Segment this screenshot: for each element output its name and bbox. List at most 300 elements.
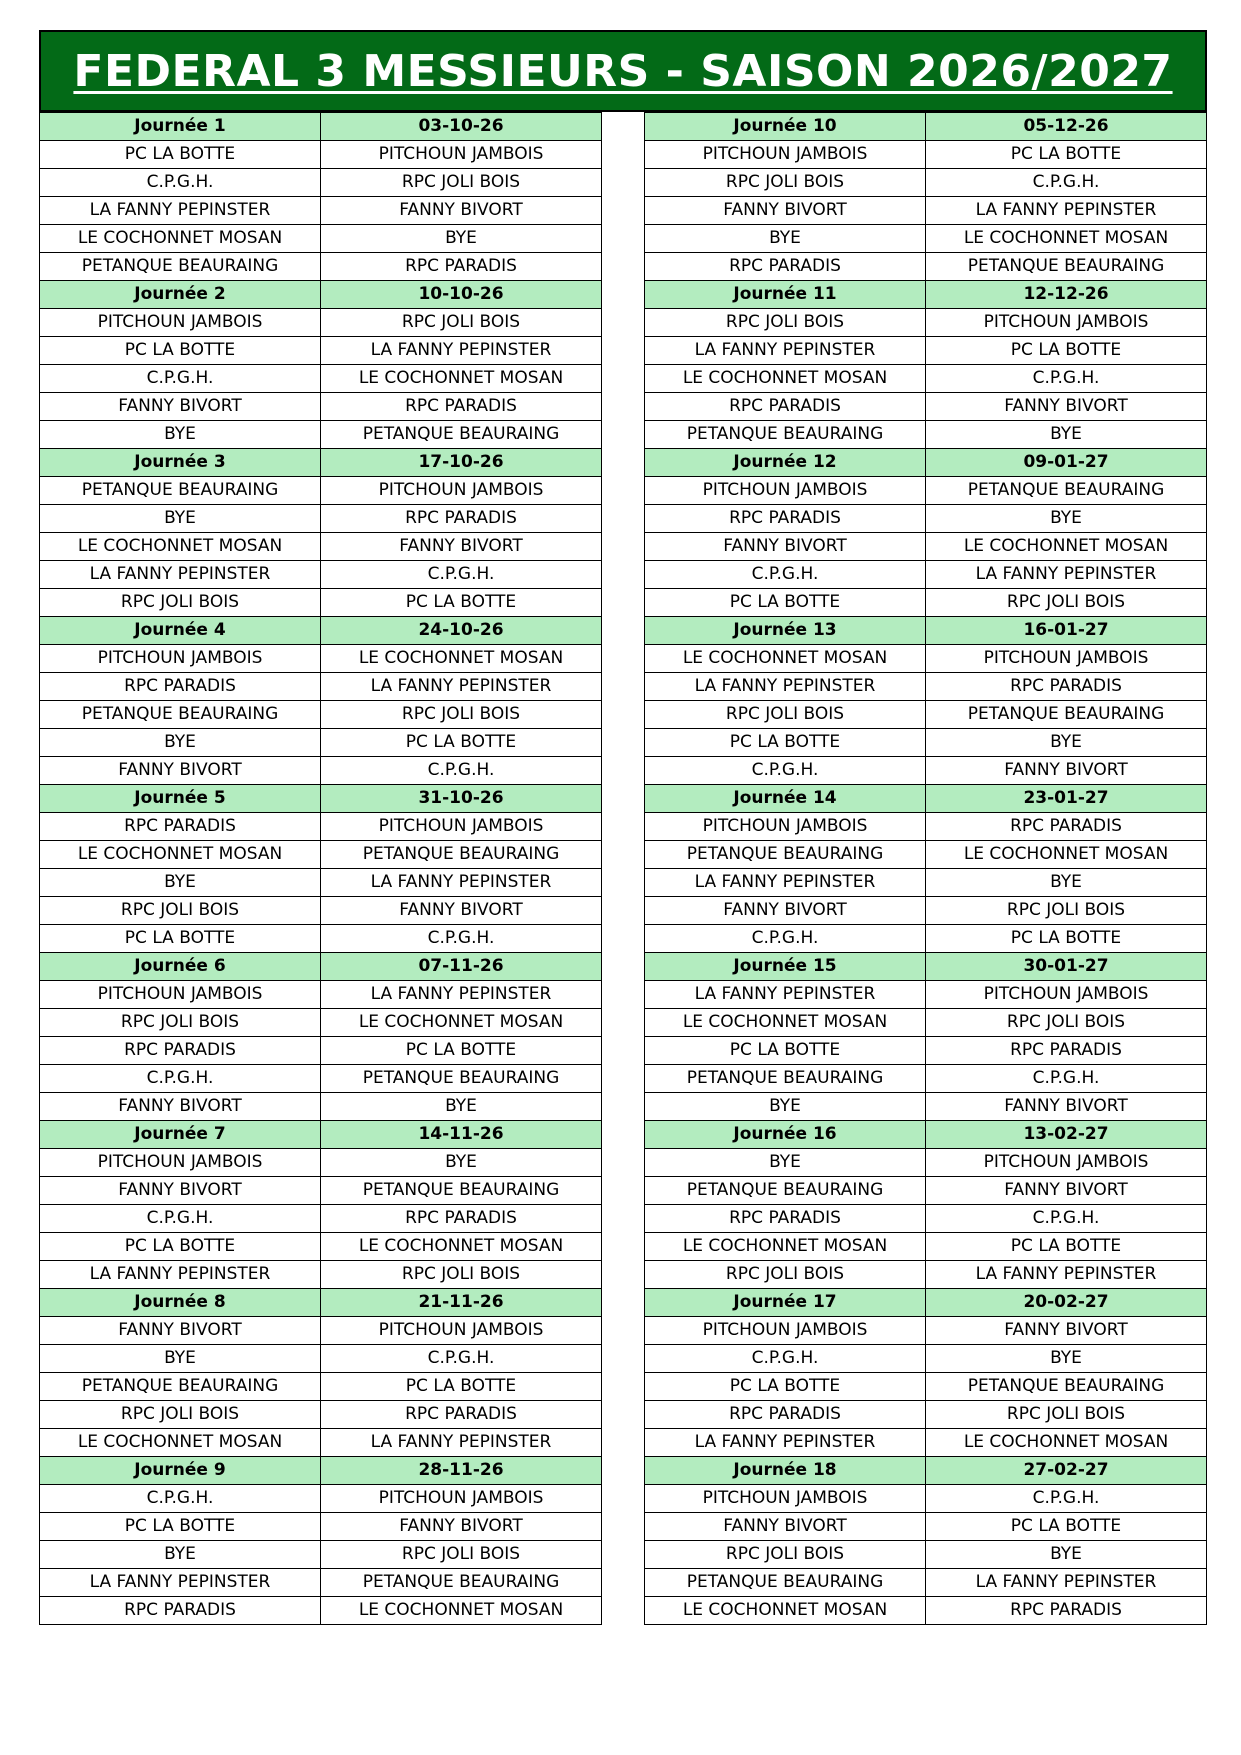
match-row	[645, 309, 1207, 337]
home-team: PITCHOUN JAMBOIS	[645, 141, 926, 169]
match-row	[40, 1233, 602, 1261]
round-label: Journée 8	[40, 1289, 321, 1317]
away-team: FANNY BIVORT	[926, 1317, 1207, 1345]
home-team: PETANQUE BEAURAING	[40, 253, 321, 281]
match-row	[645, 169, 1207, 197]
match-row	[645, 1149, 1207, 1177]
home-team: C.P.G.H.	[40, 1485, 321, 1513]
match-row	[40, 1037, 602, 1065]
home-team: RPC PARADIS	[40, 1037, 321, 1065]
away-team: RPC PARADIS	[321, 1401, 602, 1429]
home-team: PETANQUE BEAURAING	[40, 477, 321, 505]
away-team: PITCHOUN JAMBOIS	[321, 1317, 602, 1345]
round-header-row	[645, 113, 1207, 141]
away-team: RPC JOLI BOIS	[321, 701, 602, 729]
home-team: FANNY BIVORT	[40, 757, 321, 785]
away-team: FANNY BIVORT	[926, 393, 1207, 421]
match-row	[645, 1513, 1207, 1541]
home-team: RPC JOLI BOIS	[40, 589, 321, 617]
away-team: PC LA BOTTE	[926, 141, 1207, 169]
away-team: C.P.G.H.	[321, 561, 602, 589]
match-row	[645, 1205, 1207, 1233]
round-date: 05-12-26	[926, 113, 1207, 141]
home-team: RPC PARADIS	[40, 673, 321, 701]
home-team: BYE	[645, 225, 926, 253]
home-team: BYE	[645, 1149, 926, 1177]
home-team: FANNY BIVORT	[645, 533, 926, 561]
home-team: C.P.G.H.	[645, 1345, 926, 1373]
match-row	[40, 1149, 602, 1177]
match-row	[645, 1093, 1207, 1121]
round-label: Journée 14	[645, 785, 926, 813]
home-team: FANNY BIVORT	[645, 1513, 926, 1541]
away-team: RPC JOLI BOIS	[926, 1009, 1207, 1037]
schedule-table-right	[644, 112, 1207, 1625]
home-team: PC LA BOTTE	[40, 337, 321, 365]
home-team: RPC PARADIS	[645, 393, 926, 421]
match-row	[40, 645, 602, 673]
home-team: RPC PARADIS	[645, 505, 926, 533]
round-date: 03-10-26	[321, 113, 602, 141]
round-header-row	[40, 617, 602, 645]
home-team: BYE	[40, 1541, 321, 1569]
match-row	[40, 1401, 602, 1429]
away-team: FANNY BIVORT	[321, 1513, 602, 1541]
away-team: LA FANNY PEPINSTER	[926, 1261, 1207, 1289]
away-team: PETANQUE BEAURAING	[321, 421, 602, 449]
round-date: 30-01-27	[926, 953, 1207, 981]
match-row	[40, 701, 602, 729]
away-team: C.P.G.H.	[926, 1205, 1207, 1233]
match-row	[40, 141, 602, 169]
round-label: Journée 3	[40, 449, 321, 477]
away-team: LE COCHONNET MOSAN	[321, 645, 602, 673]
away-team: C.P.G.H.	[926, 1065, 1207, 1093]
match-row	[40, 1345, 602, 1373]
away-team: RPC PARADIS	[926, 673, 1207, 701]
round-label: Journée 16	[645, 1121, 926, 1149]
away-team: C.P.G.H.	[321, 757, 602, 785]
home-team: RPC JOLI BOIS	[645, 1261, 926, 1289]
home-team: PETANQUE BEAURAING	[40, 1373, 321, 1401]
home-team: FANNY BIVORT	[40, 1317, 321, 1345]
match-row	[40, 365, 602, 393]
away-team: PC LA BOTTE	[321, 1373, 602, 1401]
match-row	[40, 673, 602, 701]
away-team: C.P.G.H.	[321, 1345, 602, 1373]
home-team: LA FANNY PEPINSTER	[645, 869, 926, 897]
away-team: LE COCHONNET MOSAN	[321, 1009, 602, 1037]
match-row	[40, 169, 602, 197]
match-row	[645, 1009, 1207, 1037]
away-team: PETANQUE BEAURAING	[926, 477, 1207, 505]
home-team: C.P.G.H.	[645, 925, 926, 953]
away-team: LE COCHONNET MOSAN	[321, 1233, 602, 1261]
away-team: PITCHOUN JAMBOIS	[321, 1485, 602, 1513]
round-label: Journée 6	[40, 953, 321, 981]
home-team: PITCHOUN JAMBOIS	[645, 813, 926, 841]
away-team: LE COCHONNET MOSAN	[926, 841, 1207, 869]
match-row	[40, 1485, 602, 1513]
match-row	[40, 841, 602, 869]
match-row	[40, 505, 602, 533]
away-team: RPC PARADIS	[321, 1205, 602, 1233]
round-date: 07-11-26	[321, 953, 602, 981]
away-team: RPC PARADIS	[926, 1597, 1207, 1625]
round-date: 14-11-26	[321, 1121, 602, 1149]
round-date: 09-01-27	[926, 449, 1207, 477]
away-team: BYE	[321, 1093, 602, 1121]
home-team: LE COCHONNET MOSAN	[645, 1597, 926, 1625]
round-label: Journée 18	[645, 1457, 926, 1485]
title-banner	[39, 30, 1207, 112]
match-row	[40, 393, 602, 421]
match-row	[645, 253, 1207, 281]
away-team: PETANQUE BEAURAING	[926, 253, 1207, 281]
away-team: RPC PARADIS	[321, 253, 602, 281]
away-team: RPC JOLI BOIS	[926, 589, 1207, 617]
match-row	[40, 729, 602, 757]
away-team: FANNY BIVORT	[926, 757, 1207, 785]
home-team: PC LA BOTTE	[40, 141, 321, 169]
home-team: FANNY BIVORT	[40, 393, 321, 421]
away-team: FANNY BIVORT	[321, 897, 602, 925]
home-team: C.P.G.H.	[40, 1205, 321, 1233]
match-row	[645, 1177, 1207, 1205]
home-team: PETANQUE BEAURAING	[645, 421, 926, 449]
round-header-row	[645, 1121, 1207, 1149]
away-team: LE COCHONNET MOSAN	[926, 533, 1207, 561]
match-row	[40, 337, 602, 365]
match-row	[645, 981, 1207, 1009]
home-team: LA FANNY PEPINSTER	[645, 981, 926, 1009]
match-row	[645, 533, 1207, 561]
home-team: RPC PARADIS	[645, 253, 926, 281]
home-team: LE COCHONNET MOSAN	[40, 1429, 321, 1457]
away-team: LA FANNY PEPINSTER	[926, 1569, 1207, 1597]
away-team: LA FANNY PEPINSTER	[321, 1429, 602, 1457]
away-team: LA FANNY PEPINSTER	[321, 673, 602, 701]
home-team: LE COCHONNET MOSAN	[40, 225, 321, 253]
round-header-row	[40, 113, 602, 141]
away-team: RPC PARADIS	[926, 1037, 1207, 1065]
home-team: LA FANNY PEPINSTER	[40, 561, 321, 589]
round-date: 28-11-26	[321, 1457, 602, 1485]
home-team: BYE	[40, 421, 321, 449]
away-team: LE COCHONNET MOSAN	[926, 1429, 1207, 1457]
away-team: RPC JOLI BOIS	[926, 1401, 1207, 1429]
match-row	[645, 925, 1207, 953]
match-row	[645, 1373, 1207, 1401]
round-date: 17-10-26	[321, 449, 602, 477]
home-team: PITCHOUN JAMBOIS	[40, 1149, 321, 1177]
home-team: RPC JOLI BOIS	[40, 1009, 321, 1037]
round-label: Journée 11	[645, 281, 926, 309]
away-team: BYE	[926, 1345, 1207, 1373]
match-row	[645, 197, 1207, 225]
home-team: PC LA BOTTE	[645, 589, 926, 617]
match-row	[645, 645, 1207, 673]
away-team: RPC JOLI BOIS	[321, 309, 602, 337]
round-date: 24-10-26	[321, 617, 602, 645]
away-team: RPC JOLI BOIS	[321, 169, 602, 197]
away-team: FANNY BIVORT	[321, 197, 602, 225]
home-team: PC LA BOTTE	[645, 729, 926, 757]
home-team: LA FANNY PEPINSTER	[40, 1569, 321, 1597]
away-team: C.P.G.H.	[926, 169, 1207, 197]
home-team: RPC PARADIS	[40, 813, 321, 841]
home-team: LA FANNY PEPINSTER	[40, 1261, 321, 1289]
match-row	[645, 1345, 1207, 1373]
home-team: RPC PARADIS	[40, 1597, 321, 1625]
match-row	[645, 589, 1207, 617]
match-row	[645, 225, 1207, 253]
match-row	[40, 1317, 602, 1345]
away-team: PITCHOUN JAMBOIS	[321, 477, 602, 505]
match-row	[645, 477, 1207, 505]
home-team: LE COCHONNET MOSAN	[645, 365, 926, 393]
away-team: PC LA BOTTE	[926, 925, 1207, 953]
home-team: RPC JOLI BOIS	[40, 1401, 321, 1429]
home-team: FANNY BIVORT	[645, 197, 926, 225]
home-team: RPC JOLI BOIS	[645, 1541, 926, 1569]
away-team: C.P.G.H.	[926, 365, 1207, 393]
match-row	[645, 561, 1207, 589]
match-row	[40, 477, 602, 505]
match-row	[40, 981, 602, 1009]
away-team: PC LA BOTTE	[926, 337, 1207, 365]
home-team: PC LA BOTTE	[40, 925, 321, 953]
match-row	[40, 589, 602, 617]
match-row	[40, 1177, 602, 1205]
home-team: PETANQUE BEAURAING	[40, 701, 321, 729]
round-date: 27-02-27	[926, 1457, 1207, 1485]
match-row	[40, 1093, 602, 1121]
match-row	[645, 393, 1207, 421]
home-team: FANNY BIVORT	[645, 897, 926, 925]
round-label: Journée 9	[40, 1457, 321, 1485]
home-team: BYE	[40, 729, 321, 757]
home-team: PITCHOUN JAMBOIS	[40, 309, 321, 337]
home-team: LE COCHONNET MOSAN	[40, 841, 321, 869]
home-team: BYE	[40, 1345, 321, 1373]
home-team: C.P.G.H.	[645, 561, 926, 589]
away-team: PC LA BOTTE	[926, 1233, 1207, 1261]
away-team: RPC JOLI BOIS	[926, 897, 1207, 925]
away-team: BYE	[321, 225, 602, 253]
round-header-row	[645, 1289, 1207, 1317]
round-label: Journée 7	[40, 1121, 321, 1149]
match-row	[40, 813, 602, 841]
round-date: 10-10-26	[321, 281, 602, 309]
away-team: PITCHOUN JAMBOIS	[926, 645, 1207, 673]
match-row	[645, 1261, 1207, 1289]
away-team: LA FANNY PEPINSTER	[321, 869, 602, 897]
home-team: C.P.G.H.	[40, 365, 321, 393]
away-team: LE COCHONNET MOSAN	[321, 1597, 602, 1625]
round-header-row	[645, 281, 1207, 309]
round-header-row	[645, 617, 1207, 645]
round-label: Journée 17	[645, 1289, 926, 1317]
round-date: 13-02-27	[926, 1121, 1207, 1149]
home-team: RPC JOLI BOIS	[645, 309, 926, 337]
away-team: BYE	[926, 505, 1207, 533]
away-team: FANNY BIVORT	[926, 1093, 1207, 1121]
round-header-row	[40, 449, 602, 477]
away-team: PETANQUE BEAURAING	[926, 1373, 1207, 1401]
away-team: PC LA BOTTE	[321, 729, 602, 757]
schedule-columns	[39, 112, 1207, 1625]
match-row	[40, 1261, 602, 1289]
away-team: PITCHOUN JAMBOIS	[321, 141, 602, 169]
away-team: PETANQUE BEAURAING	[321, 841, 602, 869]
home-team: PC LA BOTTE	[40, 1233, 321, 1261]
schedule-table-left	[39, 112, 602, 1625]
away-team: LA FANNY PEPINSTER	[321, 337, 602, 365]
match-row	[40, 757, 602, 785]
round-label: Journée 2	[40, 281, 321, 309]
home-team: RPC JOLI BOIS	[645, 701, 926, 729]
match-row	[645, 701, 1207, 729]
match-row	[645, 1317, 1207, 1345]
match-row	[40, 869, 602, 897]
match-row	[645, 757, 1207, 785]
home-team: LE COCHONNET MOSAN	[40, 533, 321, 561]
match-row	[645, 897, 1207, 925]
away-team: PITCHOUN JAMBOIS	[926, 981, 1207, 1009]
match-row	[40, 897, 602, 925]
home-team: PITCHOUN JAMBOIS	[645, 1317, 926, 1345]
match-row	[40, 309, 602, 337]
home-team: PETANQUE BEAURAING	[645, 1065, 926, 1093]
home-team: LA FANNY PEPINSTER	[40, 197, 321, 225]
match-row	[645, 1037, 1207, 1065]
home-team: FANNY BIVORT	[40, 1093, 321, 1121]
match-row	[645, 1485, 1207, 1513]
away-team: PC LA BOTTE	[321, 1037, 602, 1065]
home-team: LE COCHONNET MOSAN	[645, 645, 926, 673]
match-row	[645, 729, 1207, 757]
home-team: PETANQUE BEAURAING	[645, 1177, 926, 1205]
home-team: RPC JOLI BOIS	[645, 169, 926, 197]
away-team: RPC PARADIS	[321, 505, 602, 533]
home-team: PITCHOUN JAMBOIS	[645, 1485, 926, 1513]
match-row	[645, 337, 1207, 365]
away-team: PITCHOUN JAMBOIS	[926, 1149, 1207, 1177]
home-team: PC LA BOTTE	[40, 1513, 321, 1541]
round-label: Journée 1	[40, 113, 321, 141]
round-date: 20-02-27	[926, 1289, 1207, 1317]
match-row	[40, 197, 602, 225]
away-team: PETANQUE BEAURAING	[321, 1569, 602, 1597]
round-header-row	[40, 953, 602, 981]
match-row	[40, 1513, 602, 1541]
away-team: PETANQUE BEAURAING	[321, 1177, 602, 1205]
away-team: BYE	[926, 729, 1207, 757]
away-team: RPC PARADIS	[321, 393, 602, 421]
round-header-row	[40, 1289, 602, 1317]
home-team: RPC PARADIS	[645, 1205, 926, 1233]
away-team: LA FANNY PEPINSTER	[321, 981, 602, 1009]
home-team: PITCHOUN JAMBOIS	[40, 981, 321, 1009]
home-team: LA FANNY PEPINSTER	[645, 1429, 926, 1457]
round-date: 16-01-27	[926, 617, 1207, 645]
round-header-row	[645, 953, 1207, 981]
round-date: 31-10-26	[321, 785, 602, 813]
round-header-row	[40, 281, 602, 309]
round-label: Journée 15	[645, 953, 926, 981]
away-team: PITCHOUN JAMBOIS	[926, 309, 1207, 337]
match-row	[645, 1541, 1207, 1569]
away-team: PC LA BOTTE	[926, 1513, 1207, 1541]
away-team: RPC JOLI BOIS	[321, 1541, 602, 1569]
match-row	[645, 141, 1207, 169]
home-team: LA FANNY PEPINSTER	[645, 673, 926, 701]
match-row	[40, 1541, 602, 1569]
match-row	[40, 1569, 602, 1597]
away-team: BYE	[321, 1149, 602, 1177]
schedule-sheet	[39, 30, 1207, 1625]
home-team: LE COCHONNET MOSAN	[645, 1233, 926, 1261]
match-row	[645, 841, 1207, 869]
page-title: FEDERAL 3 MESSIEURS - SAISON 2026/2027	[73, 45, 1173, 97]
away-team: FANNY BIVORT	[321, 533, 602, 561]
match-row	[645, 813, 1207, 841]
match-row	[40, 533, 602, 561]
round-label: Journée 12	[645, 449, 926, 477]
home-team: RPC JOLI BOIS	[40, 897, 321, 925]
match-row	[40, 253, 602, 281]
match-row	[40, 1429, 602, 1457]
match-row	[645, 1569, 1207, 1597]
away-team: PETANQUE BEAURAING	[321, 1065, 602, 1093]
match-row	[645, 1429, 1207, 1457]
away-team: C.P.G.H.	[926, 1485, 1207, 1513]
match-row	[645, 1233, 1207, 1261]
home-team: PC LA BOTTE	[645, 1373, 926, 1401]
home-team: RPC PARADIS	[645, 1401, 926, 1429]
away-team: PC LA BOTTE	[321, 589, 602, 617]
away-team: LE COCHONNET MOSAN	[926, 225, 1207, 253]
match-row	[645, 365, 1207, 393]
round-date: 21-11-26	[321, 1289, 602, 1317]
home-team: PITCHOUN JAMBOIS	[645, 477, 926, 505]
home-team: PC LA BOTTE	[645, 1037, 926, 1065]
away-team: LA FANNY PEPINSTER	[926, 561, 1207, 589]
round-date: 23-01-27	[926, 785, 1207, 813]
match-row	[40, 225, 602, 253]
round-header-row	[40, 1457, 602, 1485]
home-team: LA FANNY PEPINSTER	[645, 337, 926, 365]
away-team: BYE	[926, 869, 1207, 897]
away-team: RPC JOLI BOIS	[321, 1261, 602, 1289]
round-label: Journée 5	[40, 785, 321, 813]
match-row	[40, 1597, 602, 1625]
home-team: C.P.G.H.	[40, 169, 321, 197]
match-row	[40, 1373, 602, 1401]
round-label: Journée 4	[40, 617, 321, 645]
away-team: PITCHOUN JAMBOIS	[321, 813, 602, 841]
home-team: C.P.G.H.	[645, 757, 926, 785]
away-team: C.P.G.H.	[321, 925, 602, 953]
away-team: LA FANNY PEPINSTER	[926, 197, 1207, 225]
match-row	[40, 561, 602, 589]
round-label: Journée 10	[645, 113, 926, 141]
round-header-row	[645, 1457, 1207, 1485]
match-row	[645, 505, 1207, 533]
away-team: RPC PARADIS	[926, 813, 1207, 841]
match-row	[40, 1009, 602, 1037]
